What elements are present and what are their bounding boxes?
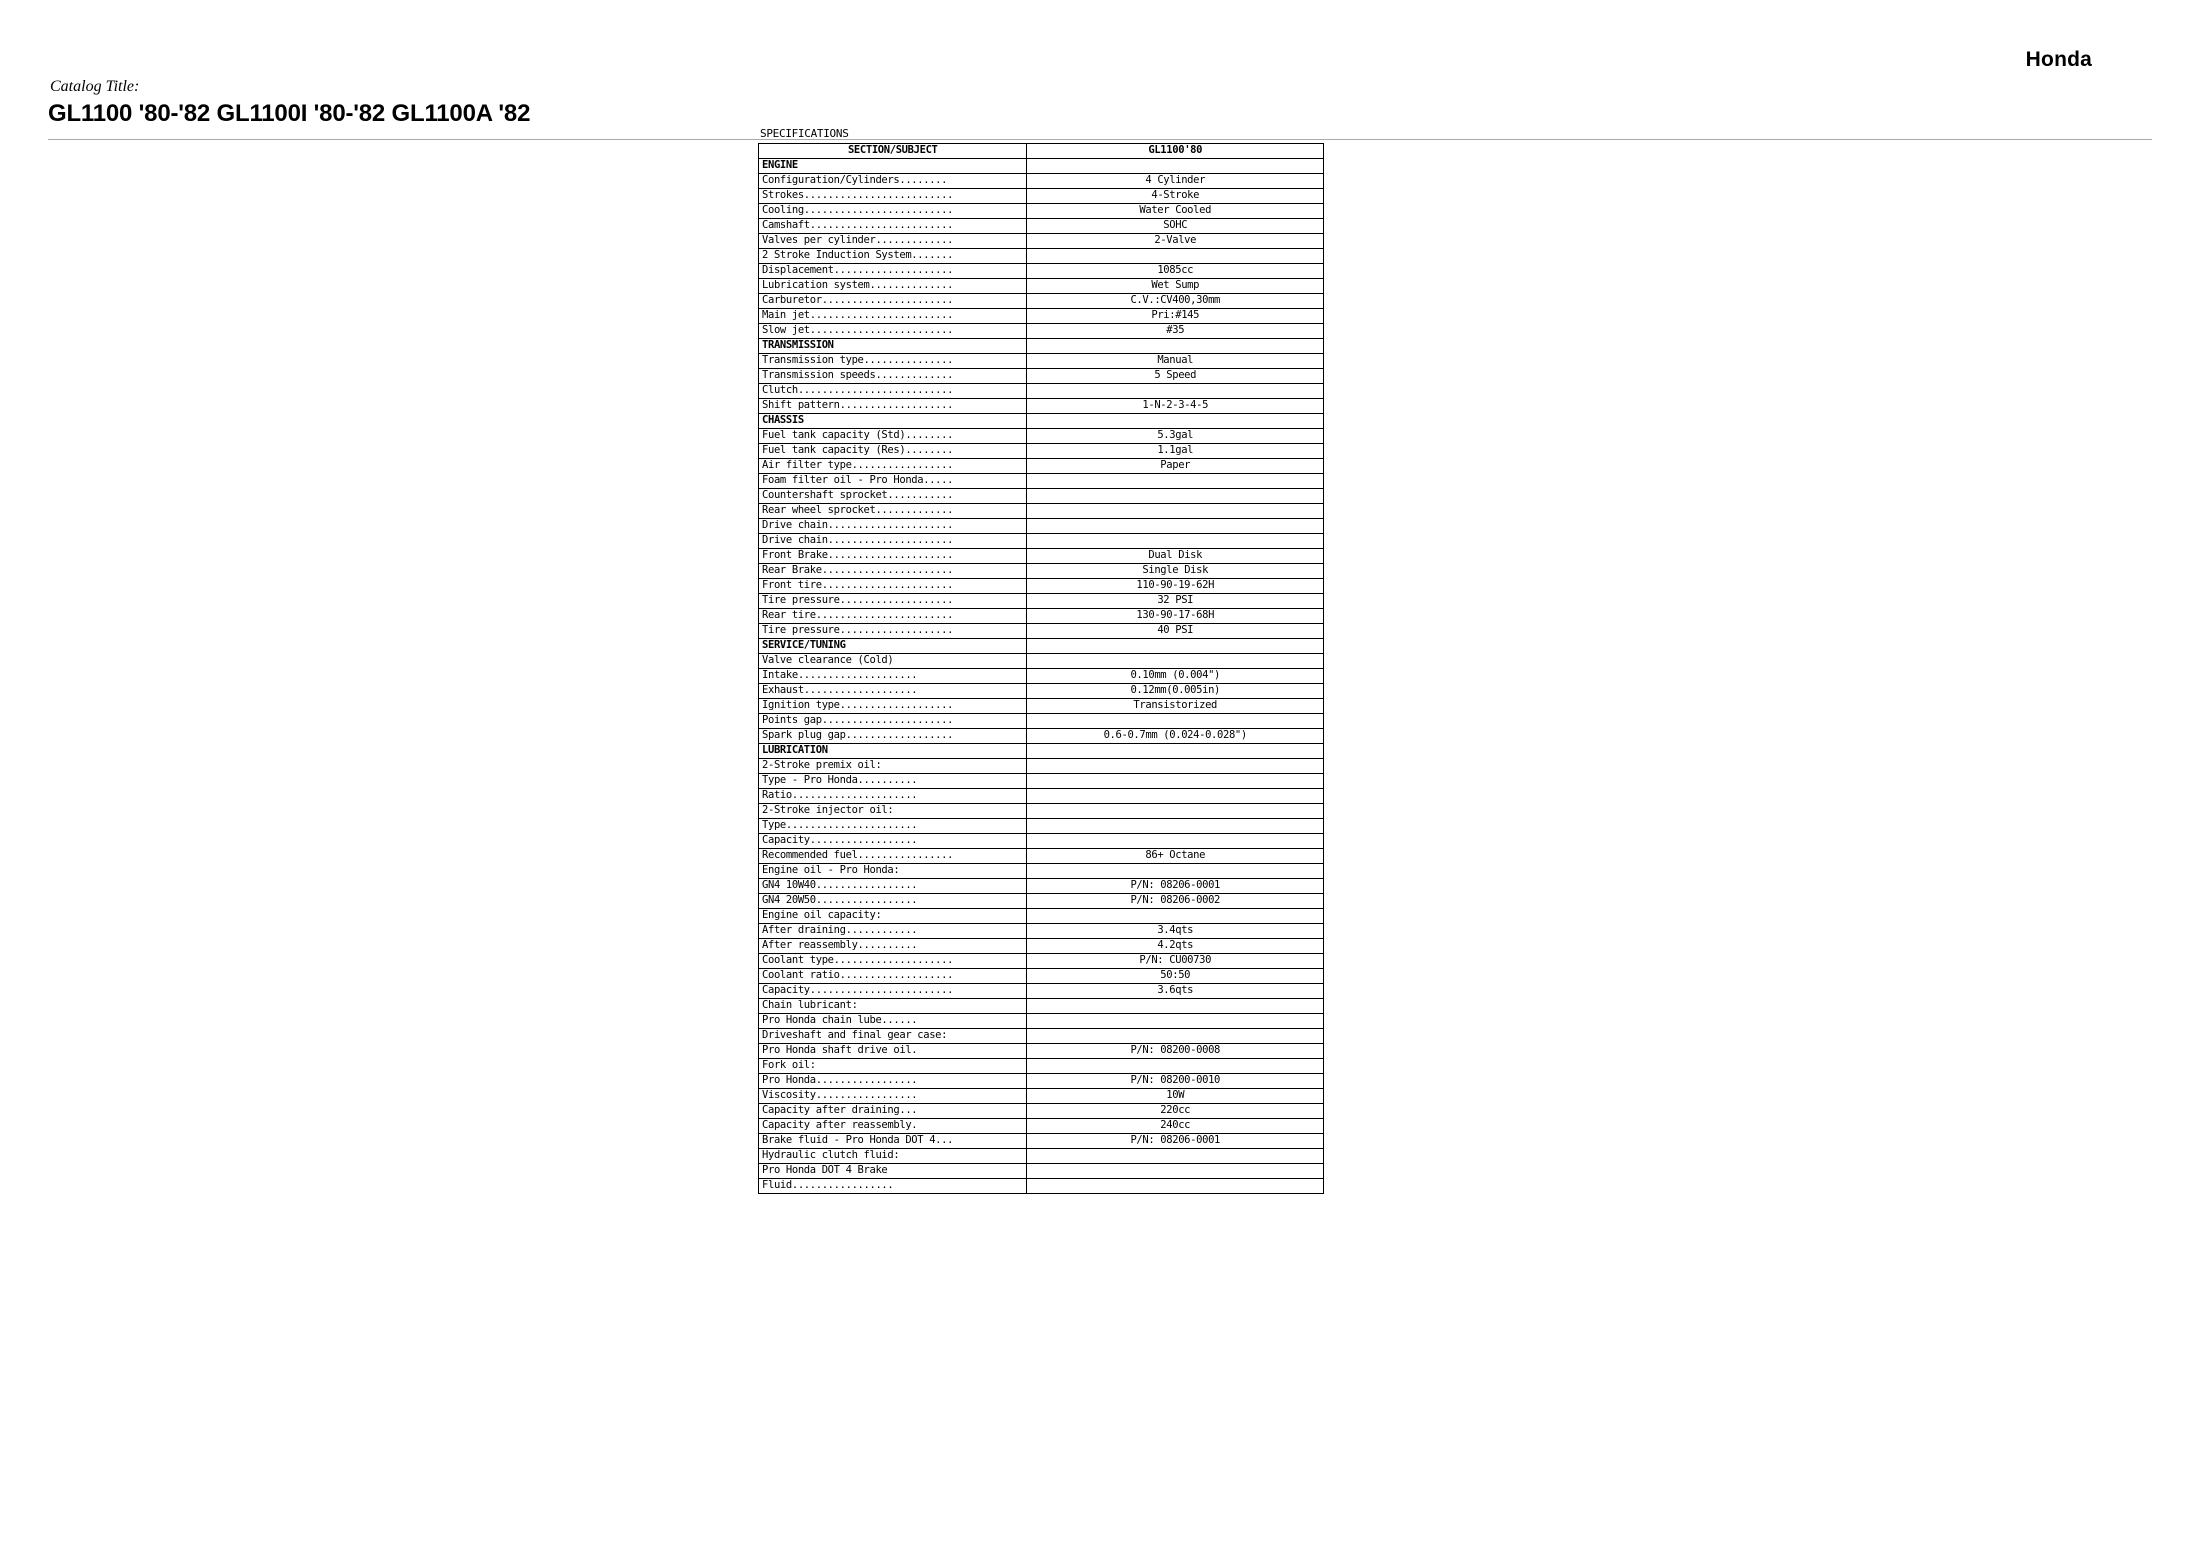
spec-subject: Transmission speeds............. [759,369,1027,384]
spec-section-label: TRANSMISSION [759,339,1027,354]
spec-value [1027,249,1324,264]
spec-subject: Type - Pro Honda.......... [759,774,1027,789]
spec-subject: Camshaft........................ [759,219,1027,234]
spec-row [759,204,1324,219]
spec-value [1027,489,1324,504]
spec-value: P/N: 08206-0002 [1027,894,1324,909]
spec-row [759,804,1324,819]
spec-value: 32 PSI [1027,594,1324,609]
spec-value [1027,1014,1324,1029]
spec-row [759,264,1324,279]
spec-subject: Tire pressure................... [759,594,1027,609]
spec-row [759,489,1324,504]
spec-subject: Transmission type............... [759,354,1027,369]
spec-subject: Engine oil capacity: [759,909,1027,924]
spec-row [759,354,1324,369]
spec-value: 3.4qts [1027,924,1324,939]
spec-row [759,699,1324,714]
spec-subject: GN4 10W40................. [759,879,1027,894]
spec-value [1027,1029,1324,1044]
spec-value: 240cc [1027,1119,1324,1134]
spec-row [759,984,1324,999]
spec-subject: Coolant ratio................... [759,969,1027,984]
page-title: GL1100 '80-'82 GL1100I '80-'82 GL1100A '82 [48,100,531,127]
catalog-title-label: Catalog Title: [50,78,140,95]
spec-subject: Main jet........................ [759,309,1027,324]
spec-subject: Valves per cylinder............. [759,234,1027,249]
spec-row [759,1089,1324,1104]
spec-subject: Rear Brake...................... [759,564,1027,579]
spec-value [1027,474,1324,489]
specifications-table [758,143,1324,1194]
spec-subject: Front tire...................... [759,579,1027,594]
specifications-caption: SPECIFICATIONS [760,127,849,140]
spec-section-row [759,159,1324,174]
spec-row [759,894,1324,909]
spec-value [1027,639,1324,654]
spec-row [759,1119,1324,1134]
spec-value: P/N: 08206-0001 [1027,879,1324,894]
spec-row [759,444,1324,459]
spec-row [759,909,1324,924]
spec-subject: Type...................... [759,819,1027,834]
spec-section-label: ENGINE [759,159,1027,174]
spec-row [759,1104,1324,1119]
spec-section-label: SERVICE/TUNING [759,639,1027,654]
spec-row [759,654,1324,669]
spec-value: 5.3gal [1027,429,1324,444]
spec-subject: Carburetor...................... [759,294,1027,309]
spec-row [759,429,1324,444]
spec-row [759,729,1324,744]
spec-subject: Pro Honda shaft drive oil. [759,1044,1027,1059]
spec-subject: Drive chain..................... [759,519,1027,534]
spec-subject: 2-Stroke premix oil: [759,759,1027,774]
spec-value: 0.12mm(0.005in) [1027,684,1324,699]
spec-row [759,504,1324,519]
spec-value [1027,654,1324,669]
spec-row [759,1149,1324,1164]
spec-value: 5 Speed [1027,369,1324,384]
spec-subject: Rear tire....................... [759,609,1027,624]
spec-row [759,1044,1324,1059]
spec-row [759,564,1324,579]
spec-row [759,849,1324,864]
spec-row [759,714,1324,729]
spec-subject: Fuel tank capacity (Std)........ [759,429,1027,444]
spec-value [1027,1164,1324,1179]
spec-value [1027,909,1324,924]
spec-value: 1.1gal [1027,444,1324,459]
spec-value [1027,714,1324,729]
spec-value: 0.10mm (0.004") [1027,669,1324,684]
spec-subject: Capacity.................. [759,834,1027,849]
spec-row [759,1059,1324,1074]
spec-value [1027,999,1324,1014]
spec-subject: Lubrication system.............. [759,279,1027,294]
table-header-row [759,144,1324,159]
spec-subject: Strokes......................... [759,189,1027,204]
spec-subject: Hydraulic clutch fluid: [759,1149,1027,1164]
spec-value: 4.2qts [1027,939,1324,954]
spec-subject: Rear wheel sprocket............. [759,504,1027,519]
spec-section-row [759,639,1324,654]
spec-row [759,369,1324,384]
spec-value [1027,819,1324,834]
spec-value [1027,519,1324,534]
spec-value: SOHC [1027,219,1324,234]
spec-value [1027,789,1324,804]
spec-subject: Countershaft sprocket........... [759,489,1027,504]
spec-row [759,294,1324,309]
column-header-section-subject: SECTION/SUBJECT [759,144,1027,159]
spec-row [759,669,1324,684]
spec-value: 40 PSI [1027,624,1324,639]
spec-value: 3.6qts [1027,984,1324,999]
spec-value [1027,1179,1324,1194]
spec-value: Pri:#145 [1027,309,1324,324]
spec-row [759,1179,1324,1194]
spec-subject: Front Brake..................... [759,549,1027,564]
spec-section-row [759,744,1324,759]
specifications-body [759,159,1324,1194]
specifications-section [758,128,1328,1194]
spec-value [1027,1059,1324,1074]
spec-value [1027,864,1324,879]
spec-row [759,309,1324,324]
spec-value: Single Disk [1027,564,1324,579]
spec-section-row [759,414,1324,429]
spec-row [759,459,1324,474]
spec-row [759,864,1324,879]
spec-row [759,939,1324,954]
spec-row [759,819,1324,834]
spec-value: 0.6-0.7mm (0.024-0.028") [1027,729,1324,744]
spec-row [759,174,1324,189]
spec-row [759,954,1324,969]
spec-value: 220cc [1027,1104,1324,1119]
spec-row [759,1029,1324,1044]
spec-subject: Tire pressure................... [759,624,1027,639]
spec-value: Manual [1027,354,1324,369]
spec-subject: After draining............ [759,924,1027,939]
spec-subject: Drive chain..................... [759,534,1027,549]
spec-row [759,549,1324,564]
spec-subject: 2-Stroke injector oil: [759,804,1027,819]
spec-value: P/N: CU00730 [1027,954,1324,969]
spec-value [1027,504,1324,519]
spec-subject: Ignition type................... [759,699,1027,714]
spec-row [759,1134,1324,1149]
spec-value [1027,384,1324,399]
spec-subject: Spark plug gap.................. [759,729,1027,744]
spec-value: Paper [1027,459,1324,474]
spec-row [759,249,1324,264]
spec-value [1027,759,1324,774]
spec-subject: Brake fluid - Pro Honda DOT 4... [759,1134,1027,1149]
spec-value: 2-Valve [1027,234,1324,249]
spec-value: Transistorized [1027,699,1324,714]
spec-subject: GN4 20W50................. [759,894,1027,909]
spec-subject: Slow jet........................ [759,324,1027,339]
brand-label: Honda [2025,48,2092,71]
spec-section-label: CHASSIS [759,414,1027,429]
spec-value [1027,339,1324,354]
spec-value: P/N: 08200-0008 [1027,1044,1324,1059]
spec-value: 130-90-17-68H [1027,609,1324,624]
spec-subject: Exhaust................... [759,684,1027,699]
spec-value: Dual Disk [1027,549,1324,564]
spec-value: Wet Sump [1027,279,1324,294]
spec-row [759,924,1324,939]
spec-value: 110-90-19-62H [1027,579,1324,594]
spec-value: #35 [1027,324,1324,339]
spec-value [1027,159,1324,174]
spec-subject: Fork oil: [759,1059,1027,1074]
spec-subject: Air filter type................. [759,459,1027,474]
spec-value [1027,414,1324,429]
spec-row [759,879,1324,894]
spec-value [1027,534,1324,549]
spec-value [1027,774,1324,789]
spec-subject: After reassembly.......... [759,939,1027,954]
spec-subject: Cooling......................... [759,204,1027,219]
spec-subject: Driveshaft and final gear case: [759,1029,1027,1044]
spec-subject: Intake.................... [759,669,1027,684]
spec-value [1027,834,1324,849]
spec-subject: Ratio..................... [759,789,1027,804]
spec-subject: Capacity........................ [759,984,1027,999]
spec-subject: Configuration/Cylinders........ [759,174,1027,189]
spec-row [759,759,1324,774]
spec-row [759,624,1324,639]
spec-subject: Recommended fuel................ [759,849,1027,864]
spec-subject: 2 Stroke Induction System....... [759,249,1027,264]
spec-subject: Viscosity................. [759,1089,1027,1104]
spec-row [759,789,1324,804]
spec-row [759,324,1324,339]
spec-row [759,1164,1324,1179]
spec-subject: Fluid................. [759,1179,1027,1194]
spec-row [759,534,1324,549]
spec-subject: Capacity after reassembly. [759,1119,1027,1134]
spec-row [759,594,1324,609]
spec-value: 86+ Octane [1027,849,1324,864]
spec-section-label: LUBRICATION [759,744,1027,759]
spec-row [759,834,1324,849]
spec-value: Water Cooled [1027,204,1324,219]
spec-value: P/N: 08200-0010 [1027,1074,1324,1089]
spec-row [759,219,1324,234]
spec-subject: Shift pattern................... [759,399,1027,414]
spec-subject: Capacity after draining... [759,1104,1027,1119]
spec-row [759,189,1324,204]
spec-value [1027,1149,1324,1164]
spec-subject: Fuel tank capacity (Res)........ [759,444,1027,459]
spec-row [759,774,1324,789]
spec-subject: Foam filter oil - Pro Honda..... [759,474,1027,489]
spec-subject: Clutch.......................... [759,384,1027,399]
page-header [0,0,2200,140]
spec-value: 50:50 [1027,969,1324,984]
spec-value: C.V.:CV400,30mm [1027,294,1324,309]
spec-row [759,384,1324,399]
spec-value: 1-N-2-3-4-5 [1027,399,1324,414]
spec-row [759,474,1324,489]
column-header-model: GL1100'80 [1027,144,1324,159]
spec-row [759,969,1324,984]
spec-row [759,519,1324,534]
spec-row [759,684,1324,699]
spec-value: 4-Stroke [1027,189,1324,204]
spec-row [759,279,1324,294]
spec-subject: Pro Honda chain lube...... [759,1014,1027,1029]
spec-value [1027,744,1324,759]
spec-value: 4 Cylinder [1027,174,1324,189]
spec-row [759,999,1324,1014]
spec-subject: Pro Honda DOT 4 Brake [759,1164,1027,1179]
spec-value: 1085cc [1027,264,1324,279]
spec-subject: Displacement.................... [759,264,1027,279]
spec-subject: Chain lubricant: [759,999,1027,1014]
spec-section-row [759,339,1324,354]
spec-subject: Valve clearance (Cold) [759,654,1027,669]
spec-value: 10W [1027,1089,1324,1104]
spec-row [759,1014,1324,1029]
spec-subject: Engine oil - Pro Honda: [759,864,1027,879]
spec-row [759,234,1324,249]
spec-subject: Coolant type.................... [759,954,1027,969]
spec-row [759,609,1324,624]
spec-row [759,399,1324,414]
spec-row [759,1074,1324,1089]
spec-value: P/N: 08206-0001 [1027,1134,1324,1149]
spec-subject: Points gap...................... [759,714,1027,729]
spec-row [759,579,1324,594]
spec-subject: Pro Honda................. [759,1074,1027,1089]
spec-value [1027,804,1324,819]
